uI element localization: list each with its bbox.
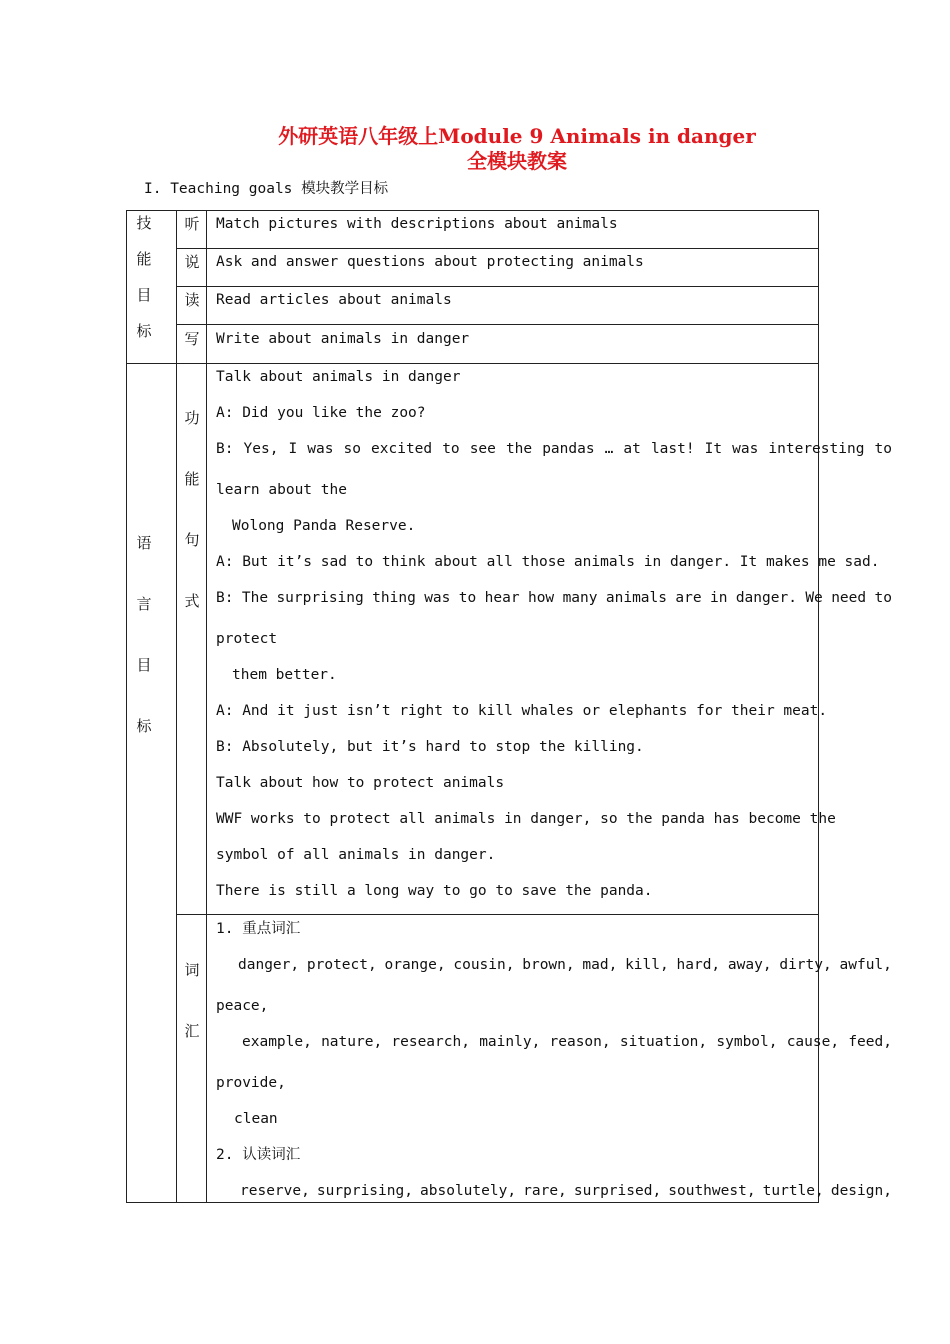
function-label-char: 能 <box>184 470 200 488</box>
function-line: A: Did you like the zoo? <box>216 405 426 421</box>
vocab-label-char: 词 <box>184 961 200 979</box>
language-label-char: 言 <box>136 595 152 613</box>
function-line: Wolong Panda Reserve. <box>232 518 416 534</box>
skill-text-listening: Match pictures with descriptions about animals <box>216 216 618 232</box>
function-line: B: Absolutely, but it’s hard to stop the killing. <box>216 739 644 755</box>
function-label-char: 功 <box>184 409 200 427</box>
vocab-line: clean <box>234 1111 278 1127</box>
document-title-line2: 全模块教案 <box>467 149 567 173</box>
skill-type-reading: 读 <box>184 291 200 309</box>
skills-label-char: 技 <box>136 214 152 232</box>
section-heading: I. Teaching goals 模块教学目标 <box>144 181 389 197</box>
skill-type-speaking: 说 <box>184 253 200 271</box>
function-line: protect <box>216 631 278 647</box>
skills-label-char: 目 <box>136 286 152 304</box>
vocab-label-char: 汇 <box>184 1022 200 1040</box>
function-line: them better. <box>232 667 337 683</box>
vocab-line-justified: reserve, surprising, absolutely, rare, surprised, southwest, turtle, design, <box>240 1183 892 1199</box>
function-label-char: 句 <box>184 531 200 549</box>
function-line: WWF works to protect all animals in danger, so the panda has become the <box>216 811 836 827</box>
vocab-line: provide, <box>216 1075 286 1091</box>
vocab-line-justified: danger, protect, orange, cousin, brown, mad, kill, hard, away, dirty, awful, <box>238 957 892 973</box>
function-line: Talk about animals in danger <box>216 369 461 385</box>
skill-type-writing: 写 <box>184 330 200 348</box>
document-title-line1: 外研英语八年级上Module 9 Animals in danger <box>278 124 756 148</box>
skill-type-listening: 听 <box>184 215 200 233</box>
function-line: A: And it just isn’t right to kill whales or elephants for their meat. <box>216 703 828 719</box>
language-label-char: 目 <box>136 656 152 674</box>
function-line-justified: B: The surprising thing was to hear how many animals are in danger. We need to <box>216 590 892 606</box>
function-line-justified: B: Yes, I was so excited to see the pandas … at last! It was interesting to <box>216 441 892 457</box>
function-line: There is still a long way to go to save the panda. <box>216 883 653 899</box>
skill-text-speaking: Ask and answer questions about protecting animals <box>216 254 644 270</box>
skill-text-writing: Write about animals in danger <box>216 331 470 347</box>
skills-label-char: 标 <box>136 322 152 340</box>
language-label-char: 语 <box>136 534 152 552</box>
vocab-heading: 2. 认读词汇 <box>216 1147 301 1163</box>
skills-label-char: 能 <box>136 250 152 268</box>
function-line: learn about the <box>216 482 347 498</box>
function-line: Talk about how to protect animals <box>216 775 505 791</box>
vocab-line: peace, <box>216 998 269 1014</box>
vocab-heading: 1. 重点词汇 <box>216 921 301 937</box>
function-line: A: But it’s sad to think about all those animals in danger. It makes me sad. <box>216 554 880 570</box>
function-label-char: 式 <box>184 592 200 610</box>
vocab-line-justified: example, nature, research, mainly, reason, situation, symbol, cause, feed, <box>242 1034 892 1050</box>
language-label-char: 标 <box>136 717 152 735</box>
skill-text-reading: Read articles about animals <box>216 292 452 308</box>
function-line: symbol of all animals in danger. <box>216 847 496 863</box>
